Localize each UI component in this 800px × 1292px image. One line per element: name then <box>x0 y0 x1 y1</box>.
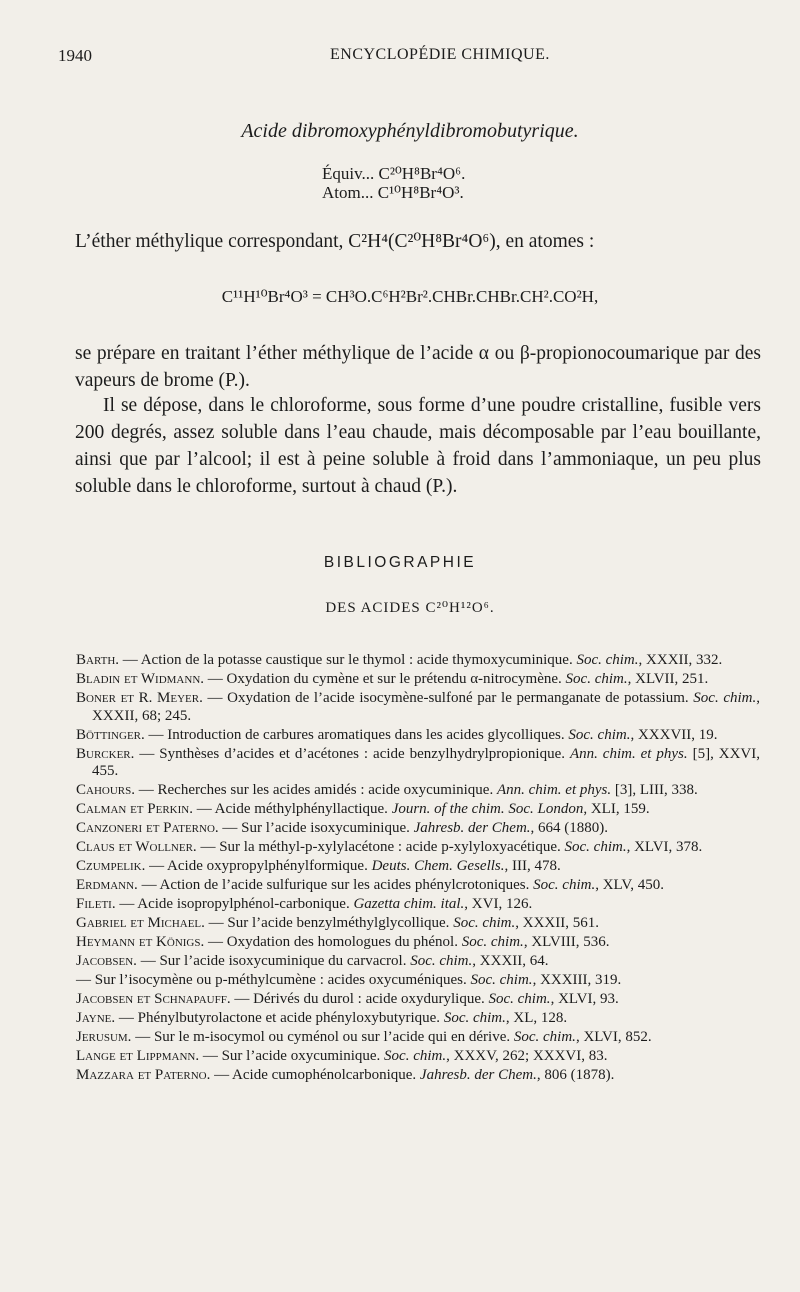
paragraph-ether: L’éther méthylique correspondant, C²H⁴(C²⁰H⁸Br⁴O⁶), en atomes : <box>75 231 595 252</box>
reference-title: — Sur l’acide oxycuminique. <box>199 1047 385 1064</box>
reference-entry <box>76 746 760 781</box>
reference-title: — Synthèses d’acides et d’acétones : acide benzylhydrylpropionique. <box>134 745 570 762</box>
reference-entry <box>76 915 760 933</box>
atom-label: Atom... <box>322 183 374 202</box>
reference-citation: [5], XXVI, 455. <box>92 745 760 780</box>
running-title: ENCYCLOPÉDIE CHIMIQUE. <box>330 46 550 63</box>
reference-citation: , XXXIII, 319. <box>532 971 622 988</box>
reference-author: Böttinger. <box>76 726 145 743</box>
reference-entry <box>76 953 760 971</box>
reference-citation: , 806 (1878). <box>536 1066 615 1083</box>
reference-citation: [3], LIII, 338. <box>611 782 698 799</box>
reference-title: — Acide isopropylphénol-carbonique. <box>115 896 354 913</box>
bibliography-title: BIBLIOGRAPHIE <box>323 554 477 571</box>
equation-line: C¹¹H¹⁰Br⁴O³ = CH³O.C⁶H²Br².CHBr.CHBr.CH².CO²H, <box>221 287 599 306</box>
reference-journal: Soc. chim. <box>488 990 551 1007</box>
reference-journal: Soc. chim. <box>513 1028 576 1045</box>
reference-title: — Oxydation de l’acide isocymène-sulfoné par le permanganate de potassium. <box>202 689 694 706</box>
reference-author: Lange et Lippmann. <box>76 1047 200 1064</box>
reference-author: Cahours. <box>76 782 135 799</box>
reference-author: Bladin et Widmann. <box>76 670 205 687</box>
reference-title: — Phénylbutyrolactone et acide phényloxybutyrique. <box>115 1009 444 1026</box>
page-header <box>58 46 800 70</box>
reference-entry <box>76 991 760 1009</box>
reference-citation: , XLV, 450. <box>595 877 664 894</box>
reference-citation: , XLVI, 852. <box>575 1028 652 1045</box>
reference-title: — Sur l’acide isoxycuminique. <box>218 820 414 837</box>
reference-citation: , XLI, 159. <box>583 801 650 818</box>
reference-citation: , XXXV, 262; XXXVI, 83. <box>446 1047 608 1064</box>
reference-title: — Sur l’acide isoxycuminique du carvacrol. <box>136 952 411 969</box>
reference-author: Barth. <box>76 652 120 668</box>
reference-author: Claus et Wollner. <box>76 839 197 856</box>
reference-entry <box>76 972 760 990</box>
bibliography-subtitle: DES ACIDES C²⁰H¹²O⁶. <box>325 600 495 616</box>
reference-journal: Soc. chim. <box>565 670 628 687</box>
reference-author: Jacobsen et Schnapauff. <box>76 990 231 1007</box>
reference-entry <box>76 1010 760 1028</box>
reference-citation: , III, 478. <box>504 858 561 875</box>
reference-author: Gabriel et Michael. <box>76 915 205 931</box>
reference-entry <box>76 820 760 838</box>
reference-journal: Gazetta chim. ital. <box>353 896 465 913</box>
reference-citation: , XXXII, 332. <box>638 652 723 668</box>
reference-journal: Jahresb. der Chem. <box>419 1066 537 1083</box>
reference-entry <box>76 858 760 876</box>
reference-citation: , XVI, 126. <box>464 896 533 913</box>
reference-entry <box>76 1029 760 1047</box>
reference-author: Fileti. <box>76 896 116 913</box>
reference-title: — Oxydation du cymène et sur le prétendu α-nitrocymène. <box>204 670 566 687</box>
reference-citation: , XLVII, 251. <box>627 670 709 687</box>
reference-entry <box>76 896 760 914</box>
reference-author: Burcker. <box>76 745 135 762</box>
reference-entry <box>76 671 760 689</box>
page-number: 1940 <box>58 46 92 65</box>
reference-title: — Sur le m-isocymol ou cyménol ou sur l’acide qui en dérive. <box>131 1028 514 1045</box>
reference-citation: , XLVIII, 536. <box>523 933 610 950</box>
reference-title: — Introduction de carbures aromatiques dans les acides glycolliques. <box>144 726 569 743</box>
reference-list <box>76 652 760 1086</box>
reference-journal: Soc. chim. <box>568 726 631 743</box>
reference-journal: Soc. chim. <box>410 952 473 969</box>
reference-journal: Soc. chim. <box>533 877 596 894</box>
reference-title: — Acide cumophénolcarbonique. <box>210 1066 420 1083</box>
paragraph-properties: Il se dépose, dans le chloroforme, sous forme d’une poudre cristalline, fusible vers 200 degrés, assez soluble dans l’eau chaude, mais décomposable par l’eau bouillante, ainsi que par l’alcool; il est à peine soluble à froid dans l’ammoniaque, un peu plus soluble dans le chloroforme, surtout à chaud (P.). <box>75 395 761 497</box>
reference-entry <box>76 1048 760 1066</box>
reference-journal: Journ. of the chim. Soc. London <box>391 801 584 818</box>
reference-entry <box>76 690 760 725</box>
reference-entry <box>76 782 760 800</box>
reference-entry <box>76 727 760 745</box>
reference-citation: , XXXII, 64. <box>472 952 549 969</box>
reference-title: — Recherches sur les acides amidés : acide oxycuminique. <box>135 782 497 799</box>
reference-citation: , XXXII, 68; 245. <box>92 689 760 724</box>
reference-journal: Soc. chim. <box>384 1047 447 1064</box>
reference-journal: Jahresb. der Chem. <box>413 820 531 837</box>
reference-citation: , 664 (1880). <box>530 820 609 837</box>
reference-journal: Ann. chim. et phys. <box>496 782 612 799</box>
reference-journal: Soc. chim. <box>453 915 516 931</box>
reference-entry <box>76 1067 760 1085</box>
reference-journal: Soc. chim. <box>564 839 627 856</box>
reference-entry <box>76 877 760 895</box>
reference-author: Heymann et Königs. <box>76 933 205 950</box>
reference-title: — Acide méthylphényllactique. <box>192 801 392 818</box>
reference-citation: , XLVI, 93. <box>550 990 619 1007</box>
section-title: Acide dibromoxyphényldibromobutyrique. <box>241 120 579 142</box>
reference-title: — Sur l’isocymène ou p-méthylcumène : acides oxycuméniques. <box>76 971 471 988</box>
reference-author: Calman et Perkin. <box>76 801 193 818</box>
reference-author: Mazzara et Paterno. <box>76 1066 211 1083</box>
atom-formula <box>322 183 465 202</box>
reference-author: Jerusum. <box>76 1028 132 1045</box>
reference-title: — Sur la méthyl-p-xylylacétone : acide p-xylyloxyacétique. <box>196 839 565 856</box>
reference-citation: , XXXVII, 19. <box>630 726 718 743</box>
reference-entry <box>76 652 760 670</box>
reference-title: — Dérivés du durol : acide oxydurylique. <box>230 990 489 1007</box>
reference-author: Boner et R. Meyer. <box>76 689 203 706</box>
reference-journal: Soc. chim. <box>693 689 757 706</box>
reference-journal: Soc. chim. <box>461 933 524 950</box>
reference-author: Jayne. <box>76 1009 116 1026</box>
reference-journal: Ann. chim. et phys. <box>569 745 688 762</box>
reference-entry <box>76 839 760 857</box>
reference-title: — Oxydation des homologues du phénol. <box>204 933 462 950</box>
equiv-label: Équiv... <box>322 164 375 183</box>
reference-author: Erdmann. <box>76 877 138 894</box>
reference-author: Canzoneri et Paterno. <box>76 820 219 837</box>
equiv-value: C²⁰H⁸Br⁴O⁶. <box>378 164 466 183</box>
reference-title: — Action de la potasse caustique sur le thymol : acide thymoxycuminique. <box>119 652 577 668</box>
reference-author: Jacobsen. <box>76 952 137 969</box>
reference-citation: , XXXII, 561. <box>515 915 600 931</box>
reference-citation: , XLVI, 378. <box>626 839 703 856</box>
paragraph-preparation: se prépare en traitant l’éther méthylique de l’acide α ou β-propionocoumarique par des vapeurs de brome (P.). <box>75 343 761 391</box>
reference-journal: Deuts. Chem. Gesells. <box>371 858 505 875</box>
reference-entry <box>76 801 760 819</box>
equiv-formula <box>322 164 465 183</box>
reference-entry <box>76 934 760 952</box>
reference-title: — Acide oxypropylphénylformique. <box>145 858 372 875</box>
reference-title: — Action de l’acide sulfurique sur les acides phénylcrotoniques. <box>137 877 534 894</box>
reference-journal: Soc. chim. <box>576 652 639 668</box>
atom-value: C¹⁰H⁸Br⁴O³. <box>377 183 464 202</box>
reference-citation: , XL, 128. <box>505 1009 568 1026</box>
formula-block <box>322 164 465 202</box>
reference-journal: Soc. chim. <box>470 971 533 988</box>
reference-journal: Soc. chim. <box>443 1009 506 1026</box>
reference-title: — Sur l’acide benzylméthylglycollique. <box>204 915 454 931</box>
reference-author: Czumpelik. <box>76 858 146 875</box>
